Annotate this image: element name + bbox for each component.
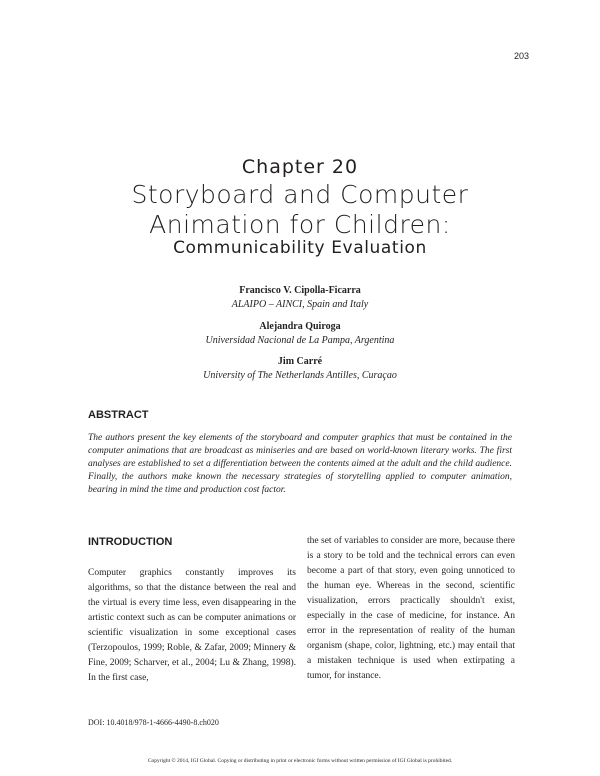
intro-column-left: Computer graphics constantly improves its algorithms, so that the distance between the real and the virtual is every time less, even disappearing in the artistic context such as can be computer animations or scientific visualization in some exceptional cases (Terzopoulos, 1999; Roble, & Zafar, 2009; Minnery & Fine, 2009; Scharver, et al., 2004; Lu & Zhang, 1998). In the first case,: [88, 568, 296, 683]
copyright-notice: Copyright © 2014, IGI Global. Copying or distributing in print or electronic forms without written permission of IGI Global is prohibited.: [147, 758, 453, 764]
abstract-heading: ABSTRACT: [88, 409, 149, 421]
author-name: Jim Carré: [277, 356, 323, 367]
chapter-label: Chapter 20: [241, 156, 359, 178]
author-block: [0, 284, 600, 312]
author-name: Francisco V. Cipolla-Ficarra: [239, 285, 361, 296]
title-line-2: Animation for Children:: [149, 210, 451, 239]
doi: DOI: 10.4018/978-1-4666-4490-8.ch020: [88, 718, 219, 727]
author-block: [0, 320, 600, 348]
chapter-subtitle: Communicability Evaluation: [173, 238, 427, 258]
author-affiliation: ALAIPO – AINCI, Spain and Italy: [231, 299, 369, 310]
author-name: Alejandra Quiroga: [259, 321, 341, 332]
intro-column-right: the set of variables to consider are more, because there is a story to be told and the technical errors can even become a part of that story, even going unnoticed to the human eye. Whereas in the second, scientific visualization, errors practically shouldn't exist, especially in the case of medicine, for instance. An error in the representation of reality of the human organism (shape, color, lightning, etc.) may entail that a mistaken technique is used when extirpating a tumor, for instance.: [307, 536, 515, 681]
abstract-text: The authors present the key elements of the storyboard and computer graphics that must be contained in the computer animations that are broadcast as miniseries and are based on world-known literary works. The first analyses are established to set a differentiation between the contents aimed at the adult and the child audience. Finally, the authors make known the necessary strategies of storytelling applied to computer animation, bearing in mind the time and production cost factor.: [88, 433, 512, 495]
title-line-1: Storyboard and Computer: [131, 180, 469, 209]
page-number: 203: [513, 51, 529, 61]
author-affiliation: University of The Netherlands Antilles, Curaçao: [203, 370, 397, 381]
author-block: [0, 355, 600, 383]
introduction-heading: INTRODUCTION: [88, 536, 173, 548]
chapter-title: [0, 180, 600, 240]
author-affiliation: Universidad Nacional de La Pampa, Argentina: [205, 335, 395, 346]
